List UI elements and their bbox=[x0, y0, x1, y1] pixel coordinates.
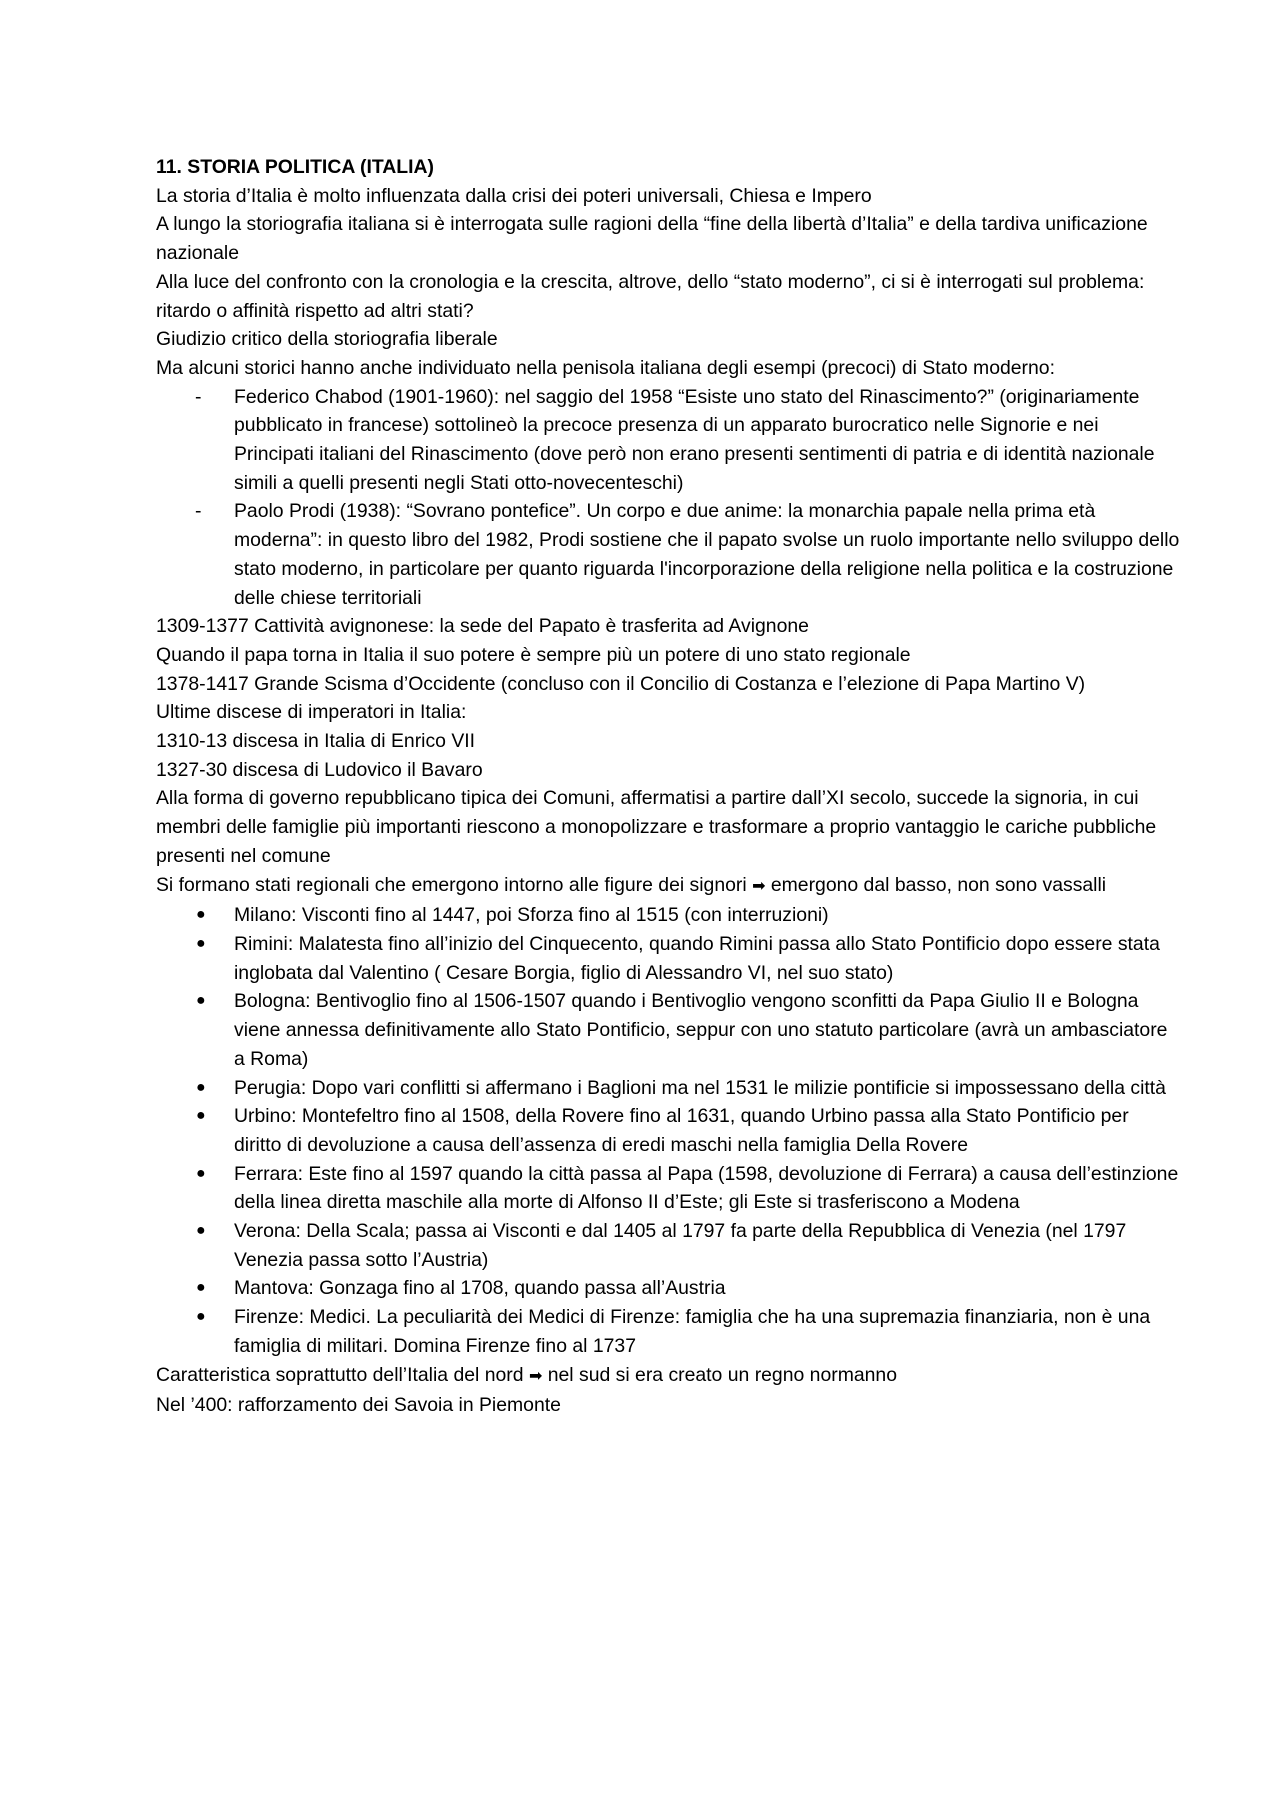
paragraph-line: 1327-30 discesa di Ludovico il Bavaro bbox=[156, 758, 483, 781]
list-item bbox=[156, 1274, 1180, 1303]
paragraph-line: Ultime discese di imperatori in Italia: bbox=[156, 701, 467, 724]
list-item bbox=[156, 1217, 1180, 1274]
bullet-icon: ● bbox=[196, 1164, 206, 1182]
list-item-text: Federico Chabod (1901-1960): nel saggio del 1958 “Esiste uno stato del Rinascimento?” (originariamente pubblicato in francese) sottolineò la precoce presenza di un apparato burocratico nelle Signorie e nei Principati italiani del Rinascimento (dove però non erano presenti sentimenti di patria e di identità nazionale simili a quelli presenti negli Stati otto-novecenteschi) bbox=[234, 385, 1155, 494]
list-item bbox=[156, 1074, 1180, 1103]
right-arrow-icon: ➡ bbox=[528, 1367, 543, 1385]
list-item-text: Milano: Visconti fino al 1447, poi Sforza fino al 1515 (con interruzioni) bbox=[234, 904, 829, 927]
paragraph-line: 1378-1417 Grande Scisma d’Occidente (concluso con il Concilio di Costanza e l’elezione di Papa Martino V) bbox=[156, 672, 1086, 695]
savoia-line: Nel ’400: rafforzamento dei Savoia in Piemonte bbox=[156, 1394, 561, 1417]
list-item-text: Firenze: Medici. La peculiarità dei Medici di Firenze: famiglia che ha una supremazia finanziaria, non è una famiglia di militari. Domina Firenze fino al 1737 bbox=[234, 1306, 1151, 1357]
intro-line: A lungo la storiografia italiana si è interrogata sulle ragioni della “fine della libertà d’Italia” e della tardiva unificazione nazionale bbox=[156, 213, 1148, 265]
regional-states-text-continued: emergono dal basso, non sono vassalli bbox=[770, 873, 1107, 896]
list-item bbox=[156, 383, 1180, 498]
paragraph-line: 1310-13 discesa in Italia di Enrico VII bbox=[156, 730, 476, 753]
intro-line: Alla luce del confronto con la cronologia e la crescita, altrove, dello “stato moderno”, ci si è interrogati sul problema: ritardo o affinità rispetto ad altri stati? bbox=[156, 270, 1145, 322]
paragraph-line: Quando il papa torna in Italia il suo potere è sempre più un potere di uno stato regionale bbox=[156, 643, 911, 666]
paragraph-line: 1309-1377 Cattività avignonese: la sede del Papato è trasferita ad Avignone bbox=[156, 615, 809, 638]
list-item-text: Ferrara: Este fino al 1597 quando la città passa al Papa (1598, devoluzione di Ferrara) a causa dell’estinzione della linea diretta maschile alla morte di Alfonso II d’Este; gli Este si trasferiscono a Modena bbox=[234, 1162, 1179, 1214]
bullet-icon: ● bbox=[196, 992, 206, 1010]
bullet-icon: ● bbox=[196, 1279, 206, 1297]
list-item bbox=[156, 987, 1180, 1073]
intro-line: Giudizio critico della storiografia liberale bbox=[156, 328, 498, 351]
north-south-line bbox=[156, 1361, 1180, 1392]
regional-states-text: Si formano stati regionali che emergono intorno alle figure dei signori bbox=[156, 873, 747, 896]
list-item-text: Verona: Della Scala; passa ai Visconti e dal 1405 al 1797 fa parte della Repubblica di Venezia (nel 1797 Venezia passa sotto l’Austria) bbox=[234, 1220, 1127, 1271]
list-item-text: Urbino: Montefeltro fino al 1508, della Rovere fino al 1631, quando Urbino passa alla Stato Pontificio per diritto di devoluzione a causa dell’assenza di eredi maschi nella famiglia Della Rovere bbox=[234, 1105, 1129, 1156]
list-item bbox=[156, 930, 1180, 987]
regional-states-line bbox=[156, 871, 1180, 902]
intro-line: Ma alcuni storici hanno anche individuato nella penisola italiana degli esempi (precoci) di Stato moderno: bbox=[156, 356, 1055, 379]
south-text: nel sud si era creato un regno normanno bbox=[547, 1363, 897, 1386]
list-item bbox=[156, 1160, 1180, 1217]
historians-list bbox=[156, 383, 1180, 613]
section-title: 11. STORIA POLITICA (ITALIA) bbox=[156, 156, 434, 178]
list-item bbox=[156, 1303, 1180, 1360]
bullet-icon: ● bbox=[196, 1308, 206, 1326]
list-item bbox=[156, 497, 1180, 612]
list-item bbox=[156, 901, 1180, 930]
list-item-text: Paolo Prodi (1938): “Sovrano pontefice”. Un corpo e due anime: la monarchia papale nella prima età moderna”: in questo libro del 1982, Prodi sostiene che il papato svolse un ruolo importante nello sviluppo dello stato moderno, in particolare per quanto riguarda l'incorporazione della religione nella politica e la costruzione delle chiese territoriali bbox=[234, 500, 1180, 609]
list-item bbox=[156, 1102, 1180, 1159]
list-item-text: Bologna: Bentivoglio fino al 1506-1507 quando i Bentivoglio vengono sconfitti da Papa Giulio II e Bologna viene annessa definitivamente allo Stato Pontificio, seppur con uno statuto particolare (avrà un ambasciatore a Roma) bbox=[234, 990, 1168, 1070]
bullet-icon: ● bbox=[196, 1078, 206, 1096]
right-arrow-icon: ➡ bbox=[752, 877, 766, 895]
dash-marker: - bbox=[195, 385, 202, 408]
bullet-icon: ● bbox=[196, 906, 206, 924]
bullet-icon: ● bbox=[196, 1222, 206, 1240]
north-text: Caratteristica soprattutto dell’Italia del nord bbox=[156, 1363, 524, 1386]
list-item-text: Mantova: Gonzaga fino al 1708, quando passa all’Austria bbox=[234, 1277, 726, 1300]
cities-list bbox=[156, 901, 1180, 1360]
bullet-icon: ● bbox=[196, 1107, 206, 1125]
list-item-text: Perugia: Dopo vari conflitti si affermano i Baglioni ma nel 1531 le milizie pontificie si impossessano della città bbox=[234, 1076, 1166, 1099]
dash-marker: - bbox=[195, 500, 202, 523]
bullet-icon: ● bbox=[196, 934, 206, 952]
list-item-text: Rimini: Malatesta fino all’inizio del Cinquecento, quando Rimini passa allo Stato Pontificio dopo essere stata inglobata dal Valentino ( Cesare Borgia, figlio di Alessandro VI, nel suo stato) bbox=[234, 932, 1160, 984]
paragraph-line: Alla forma di governo repubblicano tipica dei Comuni, affermatisi a partire dall’XI secolo, succede la signoria, in cui membri delle famiglie più importanti riescono a monopolizzare e trasformare a proprio vantaggio le cariche pubbliche presenti nel comune bbox=[156, 787, 1157, 867]
intro-line: La storia d’Italia è molto influenzata dalla crisi dei poteri universali, Chiesa e Impero bbox=[156, 184, 872, 207]
